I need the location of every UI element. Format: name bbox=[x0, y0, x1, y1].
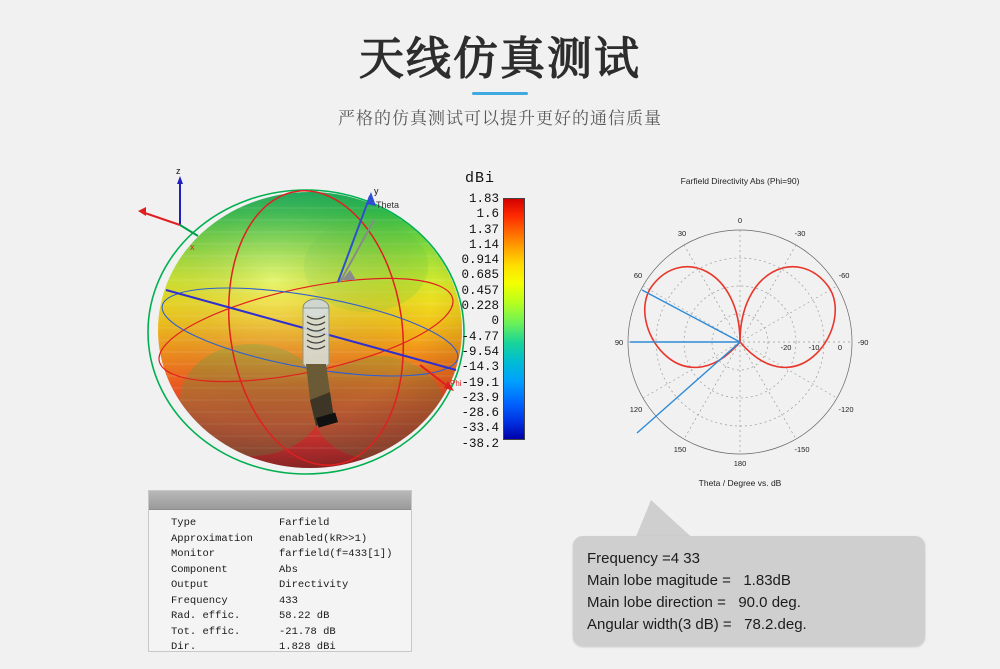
polar-angle-label: 120 bbox=[629, 405, 643, 414]
table-cell-key: Frequency bbox=[171, 594, 228, 607]
polar-angle-label: 180 bbox=[733, 459, 747, 468]
callout-line: Frequency =4 33 bbox=[587, 550, 700, 567]
table-row bbox=[149, 516, 411, 532]
callout-line: Main lobe magitude = 1.83dB bbox=[587, 572, 791, 589]
page-title: 天线仿真测试 bbox=[358, 33, 641, 84]
table-cell-value: Abs bbox=[279, 563, 298, 576]
colorbar-tick: 0.457 bbox=[461, 283, 499, 298]
colorbar-tick: 1.14 bbox=[468, 237, 499, 252]
polar-plot-title: Farfield Directivity Abs (Phi=90) bbox=[680, 176, 800, 186]
table-cell-key: Dir. bbox=[171, 641, 197, 652]
colorbar-tick-list bbox=[449, 192, 499, 452]
colorbar-unit-label: dBi bbox=[465, 170, 496, 187]
farfield-parameter-table bbox=[148, 490, 412, 652]
polar-angle-label: -90 bbox=[857, 338, 869, 347]
theta-label: Theta bbox=[376, 200, 400, 210]
colorbar-tick: -33.4 bbox=[461, 421, 499, 436]
table-row bbox=[149, 578, 411, 594]
callout-line: Main lobe direction = 90.0 deg. bbox=[587, 594, 801, 611]
phi-label: Phi bbox=[450, 379, 462, 388]
colorbar-tick: -4.77 bbox=[461, 329, 499, 344]
table-cell-value: farfield(f=433[1]) bbox=[279, 548, 393, 560]
axis-label-y: y bbox=[374, 186, 379, 196]
table-cell-value: 433 bbox=[279, 594, 298, 607]
colorbar-tick: -23.9 bbox=[461, 390, 499, 405]
colorbar-tick: 0 bbox=[491, 314, 499, 329]
colorbar-tick: 0.228 bbox=[461, 299, 499, 314]
page-subtitle: 严格的仿真测试可以提升更好的通信质量 bbox=[338, 109, 662, 128]
colorbar-tick: 0.914 bbox=[461, 253, 499, 268]
colorbar-tick: -38.2 bbox=[461, 436, 499, 451]
table-cell-key: Component bbox=[171, 563, 228, 576]
colorbar-tick: -19.1 bbox=[461, 375, 499, 390]
table-row bbox=[149, 609, 411, 625]
colorbar-tick: 1.83 bbox=[468, 192, 499, 206]
table-cell-key: Monitor bbox=[171, 548, 216, 560]
table-cell-value: Farfield bbox=[279, 517, 330, 529]
colorbar-tick: 0.685 bbox=[461, 268, 499, 283]
table-cell-key: Output bbox=[171, 579, 209, 591]
table-cell-key: Approximation bbox=[171, 532, 253, 545]
polar-angle-label: -30 bbox=[794, 229, 806, 238]
table-cell-value: 58.22 dB bbox=[279, 610, 330, 622]
table-cell-key: Type bbox=[171, 517, 197, 529]
colorbar-tick: 1.37 bbox=[468, 222, 499, 237]
table-row bbox=[149, 625, 411, 641]
table-row bbox=[149, 640, 411, 652]
colorbar-tick: -14.3 bbox=[461, 360, 499, 375]
table-body bbox=[149, 510, 411, 652]
table-row bbox=[149, 563, 411, 579]
colorbar-tick: 1.6 bbox=[476, 207, 499, 222]
axis-label-x: x bbox=[190, 242, 195, 252]
table-cell-value: -21.78 dB bbox=[279, 625, 336, 638]
colorbar-tick: -9.54 bbox=[461, 344, 499, 359]
polar-angle-label: 60 bbox=[633, 271, 643, 280]
polar-radial-label: 0 bbox=[837, 343, 843, 352]
table-header-bar bbox=[149, 491, 411, 510]
polar-angle-label: 150 bbox=[673, 445, 687, 454]
table-cell-value: Directivity bbox=[279, 579, 349, 591]
table-cell-key: Tot. effic. bbox=[171, 625, 241, 638]
callout-line: Angular width(3 dB) = 78.2.deg. bbox=[587, 616, 807, 633]
summary-callout bbox=[573, 536, 925, 646]
table-row bbox=[149, 532, 411, 548]
title-underline bbox=[472, 92, 528, 95]
table-cell-value: enabled(kR>>1) bbox=[279, 532, 368, 545]
polar-radial-label: -20 bbox=[780, 343, 792, 352]
axis-label-z: z bbox=[176, 166, 181, 176]
polar-angle-label: -120 bbox=[838, 405, 854, 414]
polar-angle-label: -60 bbox=[838, 271, 850, 280]
polar-radial-labels bbox=[781, 343, 843, 352]
angular-width-markers bbox=[630, 290, 740, 433]
polar-radial-label: -10 bbox=[808, 343, 820, 352]
polar-angle-label: 30 bbox=[677, 229, 687, 238]
polar-plot-footer: Theta / Degree vs. dB bbox=[698, 478, 782, 488]
polar-angle-label: 0 bbox=[737, 216, 743, 225]
polar-angle-label: -150 bbox=[794, 445, 810, 454]
colorbar-tick: -28.6 bbox=[461, 406, 499, 421]
table-row bbox=[149, 594, 411, 610]
table-row bbox=[149, 547, 411, 563]
colorbar bbox=[455, 170, 555, 470]
colorbar-gradient bbox=[503, 198, 525, 440]
table-cell-key: Rad. effic. bbox=[171, 610, 241, 622]
polar-directivity-plot bbox=[590, 176, 890, 490]
table-cell-value: 1.828 dBi bbox=[279, 641, 336, 652]
polar-angle-label: 90 bbox=[614, 338, 624, 347]
